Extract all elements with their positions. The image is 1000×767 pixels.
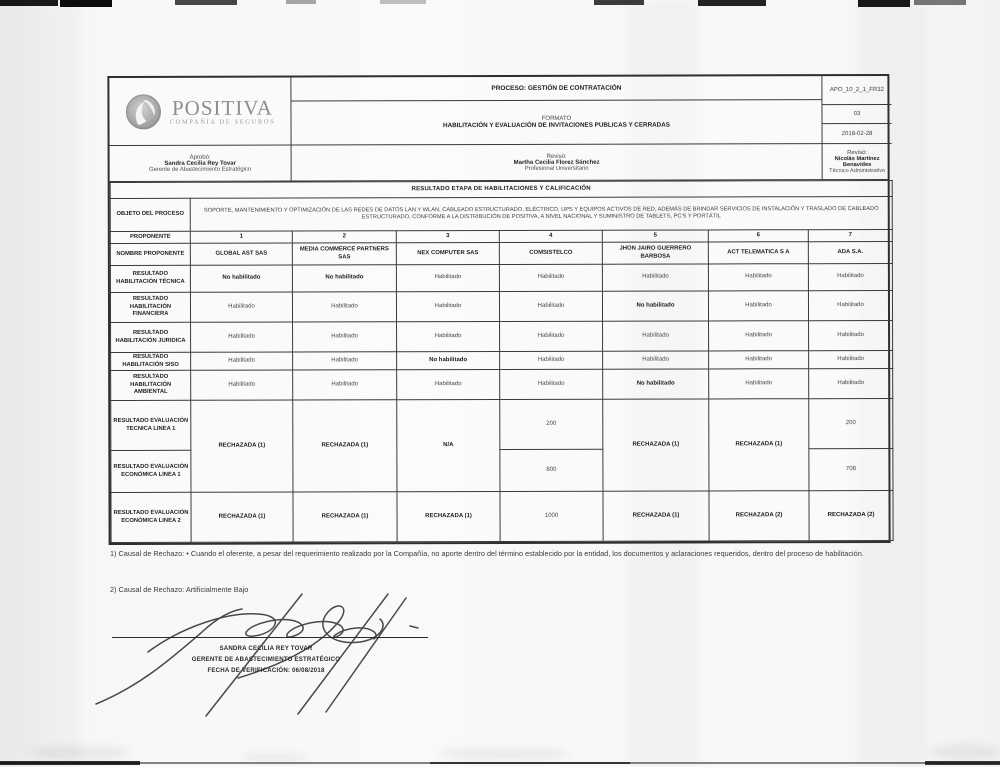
habilitacion-row bbox=[110, 263, 892, 292]
scan-artifact bbox=[380, 0, 426, 4]
result-cell: No habilitado bbox=[190, 265, 292, 292]
result-cell: RECHAZADA (2) bbox=[809, 491, 893, 541]
process-title: PROCESO: GESTIÓN DE CONTRATACIÓN bbox=[491, 84, 622, 93]
result-cell: N/A bbox=[397, 400, 500, 492]
result-cell: Habilitado bbox=[809, 350, 893, 368]
result-cell: Habilitado bbox=[396, 264, 499, 291]
reviso1-role: Profesional Universitario bbox=[524, 165, 589, 172]
version-date-cell bbox=[822, 124, 892, 144]
formato-cell bbox=[291, 100, 821, 145]
result-cell: RECHAZADA (1) bbox=[191, 492, 293, 542]
objeto-text: SOPORTE, MANTENIMIENTO Y OPTIMIZACIÓN DE LAS REDES DE DATOS LAN Y WLAN, CABLEADO ESTRUCTURADO, ELÉCTRICO, UPS Y EQUIPOS ACTIVOS DE RED, ADEMÁS DE BRINDAR SERVICIOS DE INSTALACIÓN Y TRASLADO DE CABLEADO ESTRUCTURADO, CONFORME A LA DISTRIBUCIÓN DE POSITIVA, A NIVEL NACIONAL Y SUMINISTRO DE TABLETS, PC'S Y PORTÁTIL bbox=[190, 196, 892, 231]
form-version-date: 2018-02-28 bbox=[841, 130, 873, 137]
proponent-name: JHON JAIRO GUERRERO BARBOSA bbox=[602, 242, 708, 264]
reviso1-cell bbox=[292, 144, 822, 180]
logo-cell bbox=[109, 78, 291, 146]
reviso1-label: Revisó: bbox=[546, 153, 567, 160]
scan-artifact bbox=[0, 761, 140, 765]
result-cell: Habilitado bbox=[190, 292, 292, 322]
proponent-name: GLOBAL AST SAS bbox=[190, 243, 292, 265]
form-header bbox=[109, 76, 887, 182]
result-cell: Habilitado bbox=[397, 321, 500, 351]
result-cell: Habilitado bbox=[191, 352, 293, 370]
positiva-logo bbox=[170, 97, 276, 125]
footnote-1: 1) Causal de Rechazo: • Cuando el oferente, a pesar del requerimiento realizado por la Compañía, no aporte dentro del término establecido por la entidad, los documentos y aclaraciones requeridos, dentro del proceso de habilitación. bbox=[110, 549, 864, 558]
nombre-label: NOMBRE PROPONENTE bbox=[110, 243, 190, 265]
result-cell: Habilitado bbox=[397, 370, 500, 400]
formato-label: FORMATO bbox=[541, 115, 572, 122]
score-cell: 200 bbox=[500, 399, 603, 449]
result-cell: RECHAZADA (1) bbox=[293, 492, 397, 542]
brand-text: POSITIVA bbox=[171, 95, 273, 120]
result-cell: Habilitado bbox=[809, 320, 893, 350]
score-cell: 800 bbox=[500, 449, 603, 491]
result-cell: Habilitado bbox=[500, 369, 603, 399]
result-cell: Habilitado bbox=[396, 291, 499, 321]
scan-artifact bbox=[0, 0, 80, 767]
row-label: RESULTADO HABILITACIÓN JURIDICA bbox=[111, 322, 191, 352]
result-cell: Habilitado bbox=[709, 369, 809, 399]
result-cell: No habilitado bbox=[397, 351, 500, 369]
scan-artifact bbox=[930, 744, 1000, 760]
result-cell: Habilitado bbox=[500, 321, 603, 351]
habilitacion-row bbox=[111, 320, 893, 352]
proponente-number: 6 bbox=[708, 230, 808, 242]
result-cell: No habilitado bbox=[602, 291, 708, 321]
result-cell: RECHAZADA (1) bbox=[191, 400, 293, 492]
result-cell: Habilitado bbox=[709, 351, 809, 369]
eval-economica2-row bbox=[111, 491, 893, 543]
scan-artifact bbox=[30, 746, 130, 760]
proponente-number: 1 bbox=[190, 231, 292, 243]
proponente-number: 7 bbox=[808, 229, 892, 241]
aprobo-cell bbox=[110, 146, 292, 181]
scan-artifact bbox=[925, 761, 1000, 765]
signer-name: SANDRA CECILIA REY TOVAR bbox=[219, 645, 313, 652]
process-cell bbox=[291, 76, 821, 101]
reviso2-role: Técnico Administrativo bbox=[829, 167, 886, 174]
score-cell: 1000 bbox=[500, 491, 603, 541]
result-cell: Habilitado bbox=[708, 291, 808, 321]
result-cell: RECHAZADA (1) bbox=[709, 399, 809, 491]
proponent-name: MEDIA COMMERCE PARTNERS SAS bbox=[292, 243, 396, 265]
proponente-label: PROPONENTE bbox=[110, 231, 190, 243]
scan-artifact bbox=[240, 753, 310, 761]
reviso2-name: Nicolás Martínez Benavides bbox=[834, 155, 880, 168]
scan-artifact bbox=[430, 762, 630, 764]
proponent-name: ACT TELEMATICA S A bbox=[708, 242, 808, 264]
result-cell: Habilitado bbox=[293, 370, 397, 400]
habilitacion-row bbox=[111, 369, 893, 401]
result-cell: RECHAZADA (1) bbox=[397, 492, 500, 542]
form-document bbox=[107, 74, 890, 545]
result-cell: Habilitado bbox=[709, 321, 809, 351]
row-label: RESULTADO HABILITACIÓN SISO bbox=[111, 352, 191, 370]
scan-artifact bbox=[0, 0, 58, 6]
proponente-number: 4 bbox=[499, 230, 602, 242]
result-cell: Habilitado bbox=[808, 290, 892, 320]
proponent-name: ADA S.A. bbox=[808, 241, 892, 263]
scan-artifact bbox=[914, 0, 966, 5]
brand-tagline: COMPAÑÍA DE SEGUROS bbox=[169, 118, 276, 126]
code-cell bbox=[821, 76, 891, 105]
aprobo-name: Sandra Cecilia Rey Tovar bbox=[164, 160, 236, 167]
footnote-2: 2) Causal de Rechazo: Artificialmente Bajo bbox=[110, 585, 249, 594]
scan-artifact bbox=[440, 748, 570, 760]
proponente-number: 3 bbox=[396, 230, 499, 242]
result-cell: RECHAZADA (1) bbox=[293, 400, 397, 492]
result-cell: Habilitado bbox=[603, 321, 709, 351]
score-cell: 708 bbox=[809, 449, 893, 491]
row-label: RESULTADO EVALUACIÓN TECNICA LINEA 1 bbox=[111, 400, 191, 450]
result-cell: Habilitado bbox=[603, 351, 709, 369]
form-version: 03 bbox=[853, 111, 861, 118]
result-cell: Habilitado bbox=[293, 352, 397, 370]
eval-tecnica-row bbox=[111, 399, 893, 451]
proponente-number: 5 bbox=[602, 230, 708, 242]
result-cell: Habilitado bbox=[602, 264, 708, 291]
reviso2-cell bbox=[822, 144, 892, 179]
result-cell: Habilitado bbox=[292, 292, 396, 322]
result-cell: Habilitado bbox=[191, 322, 293, 352]
positiva-emblem-icon bbox=[125, 90, 165, 132]
result-cell: Habilitado bbox=[293, 322, 397, 352]
result-cell: Habilitado bbox=[499, 291, 602, 321]
row-label: RESULTADO HABILITACIÓN TÉCNICA bbox=[110, 265, 190, 292]
score-cell: 200 bbox=[809, 399, 893, 449]
habilitacion-row bbox=[110, 290, 892, 322]
result-cell: No habilitado bbox=[603, 369, 709, 399]
proponent-name: NEX COMPUTER SAS bbox=[396, 242, 499, 264]
result-cell: Habilitado bbox=[809, 369, 893, 399]
proponent-name: COMSISTELCO bbox=[499, 242, 602, 264]
objeto-row bbox=[110, 196, 892, 231]
signature-block bbox=[150, 644, 382, 676]
result-cell: RECHAZADA (1) bbox=[603, 399, 709, 491]
row-label: RESULTADO HABILITACIÓN AMBIENTAL bbox=[111, 370, 191, 400]
result-cell: RECHAZADA (1) bbox=[603, 491, 709, 541]
aprobo-role: Gerente de Abastecimiento Estratégico bbox=[149, 166, 252, 173]
result-cell: Habilitado bbox=[499, 264, 602, 291]
scan-artifact bbox=[858, 0, 910, 7]
form-code: APO_10_2_1_FR32 bbox=[829, 86, 884, 94]
reviso2-label: Revisó: bbox=[847, 149, 868, 156]
signer-role: GERENTE DE ABASTECIMIENTO ESTRATÉGICO bbox=[191, 655, 341, 663]
section-title: RESULTADO ETAPA DE HABILITACIONES Y CALIFICACIÓN bbox=[110, 180, 892, 198]
form-outer-frame bbox=[107, 74, 890, 545]
proponente-number: 2 bbox=[292, 231, 396, 243]
scan-artifact bbox=[594, 0, 644, 5]
habilitacion-row bbox=[111, 350, 893, 370]
scan-artifact bbox=[698, 0, 766, 6]
row-label: RESULTADO HABILITACIÓN FINANCIERA bbox=[110, 292, 190, 322]
reviso1-name: Martha Cecilia Florez Sánchez bbox=[513, 159, 600, 166]
scan-artifact bbox=[286, 0, 316, 4]
result-cell: RECHAZADA (2) bbox=[709, 491, 809, 541]
scan-artifact bbox=[175, 0, 237, 5]
result-cell: Habilitado bbox=[708, 264, 808, 291]
version-cell bbox=[821, 105, 891, 124]
objeto-label: OBJETO DEL PROCESO bbox=[110, 198, 190, 231]
formato-title: HABILITACIÓN Y EVALUACIÓN DE INVITACIONES PUBLICAS Y CERRADAS bbox=[443, 121, 670, 130]
result-cell: Habilitado bbox=[191, 370, 293, 400]
row-label: RESULTADO EVALUACIÓN ECONÓMICA LINEA 1 bbox=[111, 450, 191, 492]
aprobo-label: Aprobó: bbox=[189, 154, 211, 161]
results-table bbox=[110, 180, 894, 543]
scan-artifact bbox=[60, 0, 112, 7]
result-cell: No habilitado bbox=[292, 265, 396, 292]
row-label: RESULTADO EVALUACIÓN ECONÓMICA LINEA 2 bbox=[111, 492, 191, 542]
result-cell: Habilitado bbox=[500, 351, 603, 369]
result-cell: Habilitado bbox=[808, 263, 892, 290]
nombre-row bbox=[110, 241, 892, 265]
verification-date: FECHA DE VERIFICACIÓN: 06/08/2018 bbox=[207, 666, 325, 674]
